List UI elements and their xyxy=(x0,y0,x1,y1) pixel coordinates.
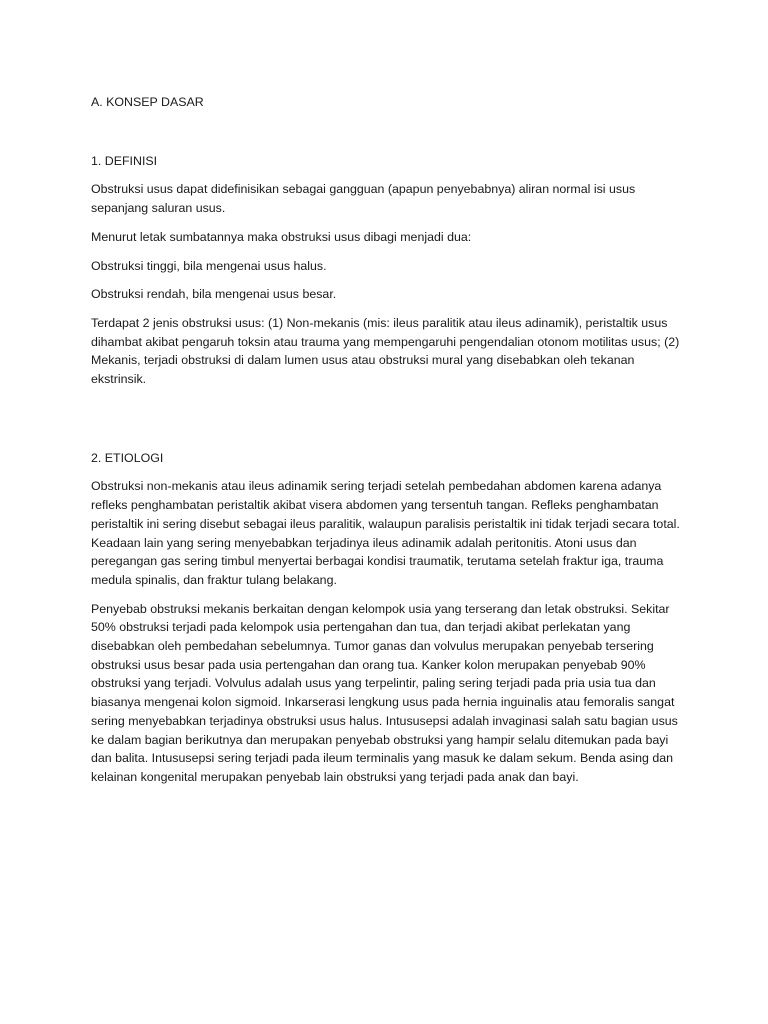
paragraph: Obstruksi tinggi, bila mengenai usus halus. xyxy=(91,258,327,273)
paragraph: Terdapat 2 jenis obstruksi usus: (1) Non-mekanis (mis: ileus paralitik atau ileus adinamik), peristaltik usus dihambat akibat pengaruh toksin atau trauma yang mempengaruhi pengendalian otonom motilitas usus; (2) Mekanis, terjadi obstruksi di dalam lumen usus atau obstruksi mural yang disebabkan oleh tekanan ekstrinsik. xyxy=(91,315,680,387)
section-heading-etiologi: 2. ETIOLOGI xyxy=(91,450,164,465)
paragraph: Obstruksi usus dapat didefinisikan sebagai gangguan (apapun penyebabnya) aliran normal isi usus sepanjang saluran usus. xyxy=(91,182,636,216)
paragraph: Obstruksi non-mekanis atau ileus adinamik sering terjadi setelah pembedahan abdomen karena adanya refleks penghambatan peristaltik akibat visera abdomen yang tersentuh tangan. Refleks penghambatan peristaltik ini sering disebut sebagai ileus paralitik, walaupun paralisis peristaltik ini tidak terjadi secara total. Keadaan lain yang sering menyebabkan terjadinya ileus adinamik adalah peritonitis. Atoni usus dan peregangan gas sering timbul menyertai berbagai kondisi traumatik, terutama setelah fraktur iga, trauma medula spinalis, dan fraktur tulang belakang. xyxy=(91,479,680,587)
document-title: A. KONSEP DASAR xyxy=(91,95,204,109)
document-body xyxy=(91,93,683,797)
paragraph: Penyebab obstruksi mekanis berkaitan dengan kelompok usia yang terserang dan letak obstruksi. Sekitar 50% obstruksi terjadi pada kelompok usia pertengahan dan tua, dan terjadi akibat perlekatan yang disebabkan oleh pembedahan sebelumnya. Tumor ganas dan volvulus merupakan penyebab tersering obstruksi usus besar pada usia pertengahan dan orang tua. Kanker kolon merupakan penyebab 90% obstruksi yang terjadi. Volvulus adalah usus yang terpelintir, paling sering terjadi pada pria usia tua dan biasanya mengenai kolon sigmoid. Inkarserasi lengkung usus pada hernia inguinalis atau femoralis sangat sering menyebabkan terjadinya obstruksi usus halus. Intususepsi adalah invaginasi salah satu bagian usus ke dalam bagian berikutnya dan merupakan penyebab obstruksi yang hampir selalu ditemukan pada bayi dan balita. Intususepsi sering terjadi pada ileum terminalis yang masuk ke dalam sekum. Benda asing dan kelainan kongenital merupakan penyebab lain obstruksi yang terjadi pada anak dan bayi. xyxy=(91,601,678,784)
paragraph: Menurut letak sumbatannya maka obstruksi usus dibagi menjadi dua: xyxy=(91,229,472,244)
section-heading-definisi: 1. DEFINISI xyxy=(91,153,158,168)
paragraph: Obstruksi rendah, bila mengenai usus besar. xyxy=(91,287,337,302)
